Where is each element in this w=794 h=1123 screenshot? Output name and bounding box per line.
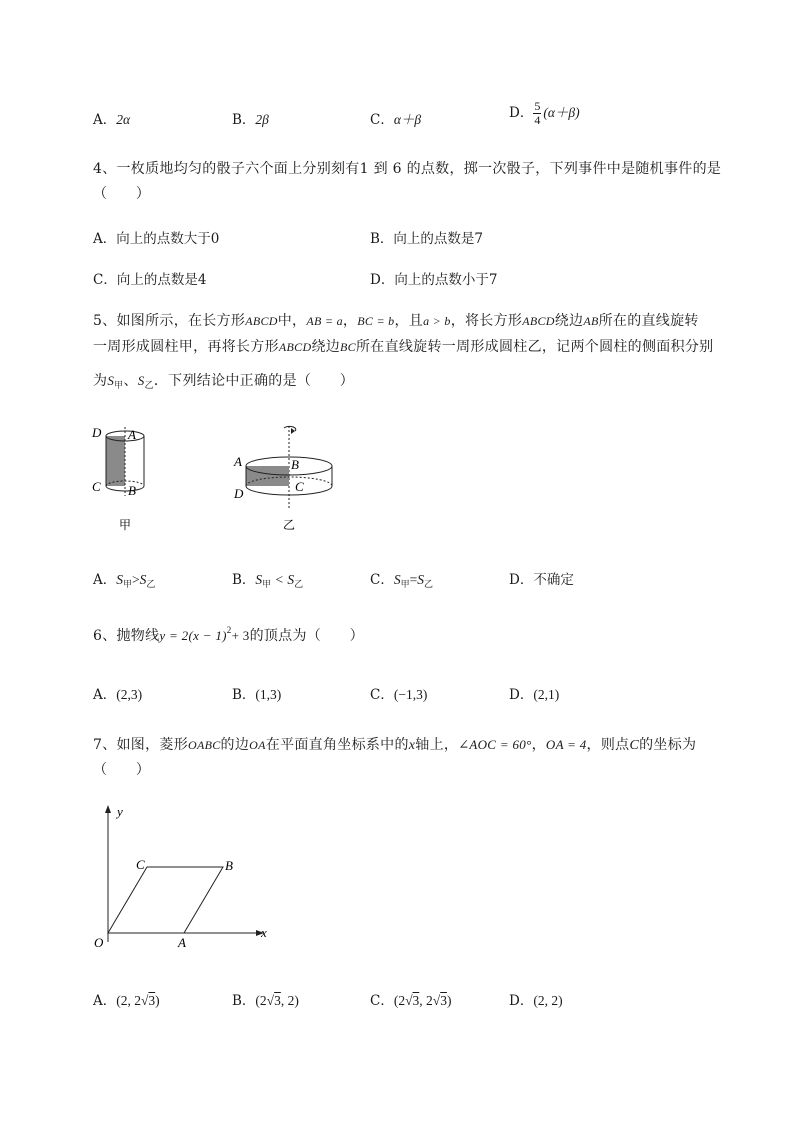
label-d: D	[234, 486, 244, 501]
q3-option-b	[232, 108, 269, 128]
option-label: A．	[93, 112, 117, 128]
label-c: C	[92, 479, 101, 494]
q6-option-b: B．(1,3)	[232, 687, 282, 703]
option-value: 2β	[255, 112, 269, 127]
q5-stem-line2: 一周形成圆柱甲，再将长方形ABCD绕边BC所在直线旋转一周形成圆柱乙，记两个圆柱的侧面积分别	[93, 339, 714, 355]
arrow-head	[291, 428, 295, 434]
q7-stem-line1: 7、如图，菱形OABC的边OA在平面直角坐标系中的x轴上，∠AOC = 60°，OA = 4，则点C的坐标为	[93, 737, 697, 753]
q4-option-d: D．向上的点数小于7	[370, 272, 498, 288]
q5-option-b: B．$S_甲 < S_乙$	[232, 572, 304, 590]
q6-option-d: D．(2,1)	[509, 687, 560, 703]
q6-option-c: C．(−1,3)	[370, 687, 428, 703]
option-value: 2α	[116, 112, 131, 127]
label-c: C	[295, 479, 304, 494]
label-a: A	[178, 935, 186, 950]
q6-stem: 6、抛物线$y = 2(x - 1)^2+ 3$的顶点为（ ）	[93, 625, 364, 644]
label-a: A	[234, 454, 242, 469]
rectangle-shaded	[246, 466, 289, 486]
y-axis-arrow	[105, 805, 111, 813]
label-y: y	[117, 804, 123, 819]
q4-answer-brackets: （ ）	[93, 186, 151, 202]
q5-stem-line3: 为$S_甲$、$S_乙$．下列结论中正确的是（ ）	[93, 373, 355, 391]
q7-option-b: B．(2√3, 2)	[232, 993, 299, 1009]
caption-jia: 甲	[119, 518, 132, 532]
q7-option-a: A．(2, 2√3)	[93, 993, 160, 1009]
option-label: C．	[370, 112, 394, 128]
label-b: B	[225, 858, 233, 873]
q5-option-c: C．$S_甲=S_乙$	[370, 572, 433, 590]
sqrt-sign: √	[405, 993, 413, 1008]
rhombus-oabc	[108, 867, 223, 933]
sqrt-sign: √	[141, 993, 149, 1008]
fraction: $\frac{5}{4}$	[534, 99, 541, 127]
q5-stem-line1: 5、如图所示，在长方形ABCD中，AB = a，BC = b，且a > b，将长方形ABCD绕边AB所在的直线旋转	[93, 313, 699, 329]
q7-answer-brackets: （ ）	[93, 762, 151, 778]
label-x: x	[261, 925, 267, 940]
cylinder-jia-figure	[88, 422, 168, 537]
option-label: B．	[232, 112, 256, 128]
label-a: A	[128, 427, 136, 442]
label-d: D	[92, 425, 102, 440]
q3-option-c	[370, 108, 421, 128]
q3-option-d	[509, 100, 580, 127]
q4-option-c: C．向上的点数是4	[93, 272, 207, 288]
q5-option-a: A．$S_甲>S_乙$	[93, 572, 156, 590]
rectangle-shaded	[106, 436, 125, 486]
label-c: C	[136, 857, 145, 872]
q4-option-a: A．向上的点数大于0	[93, 231, 220, 247]
option-value: α＋β	[393, 112, 422, 127]
sqrt-sign: √	[432, 993, 441, 1008]
label-b: B	[291, 457, 299, 472]
q7-option-d: D．(2, 2)	[509, 993, 563, 1009]
label-o: O	[94, 935, 104, 950]
caption-yi: 乙	[283, 518, 296, 532]
q3-option-a	[93, 108, 130, 128]
rhombus-coordinate-figure	[88, 800, 278, 950]
q6-option-a: A．(2,3)	[93, 687, 143, 703]
label-b: B	[128, 483, 136, 498]
q4-stem: 4、一枚质地均匀的骰子六个面上分别刻有1 到 6 的点数，掷一次骰子，下列事件中是随机事件的是	[93, 161, 722, 177]
q7-option-c: C．(2√3, 2√3)	[370, 993, 452, 1009]
sqrt-sign: √	[266, 993, 275, 1008]
cylinder-yi-figure	[228, 422, 348, 537]
q4-option-b: B．向上的点数是7	[370, 231, 484, 247]
option-label: D．	[509, 105, 534, 121]
option-value: (α＋β)	[543, 105, 580, 120]
q5-option-d: D．不确定	[509, 572, 574, 588]
